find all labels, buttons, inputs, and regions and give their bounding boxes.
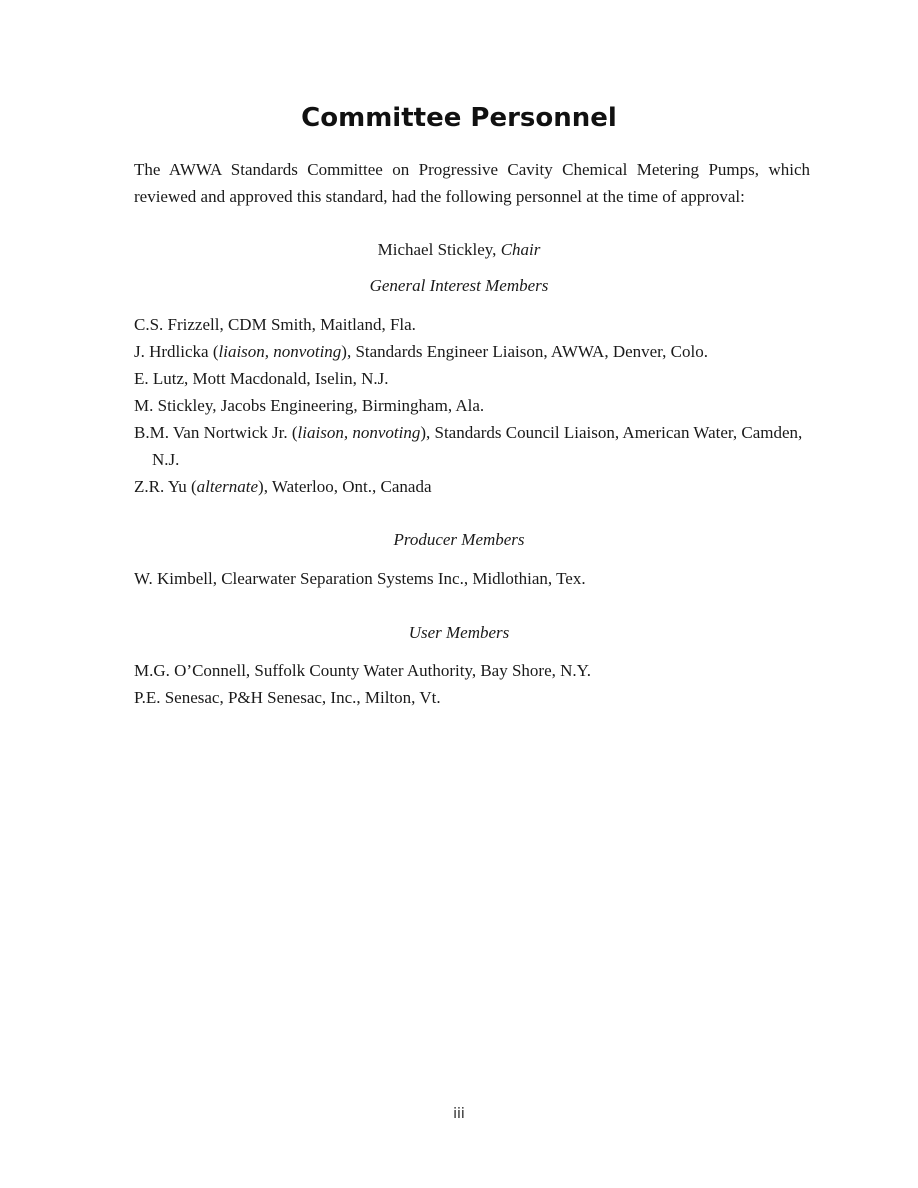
chair-role: Chair xyxy=(500,240,541,259)
member-item xyxy=(134,657,810,684)
member-text: Z.R. Yu ( xyxy=(134,477,197,496)
page-title: Committee Personnel xyxy=(301,103,617,133)
member-note: liaison, nonvoting xyxy=(297,423,421,442)
member-note: liaison, nonvoting xyxy=(218,342,342,361)
general-interest-list xyxy=(134,311,810,500)
member-item xyxy=(134,565,810,592)
member-text: M. Stickley, Jacobs Engineering, Birmingham, Ala. xyxy=(134,396,485,415)
member-item xyxy=(134,392,810,419)
member-text-after: ), Standards Engineer Liaison, AWWA, Denver, Colo. xyxy=(341,342,708,361)
chair-line xyxy=(0,238,918,262)
producer-heading: Producer Members xyxy=(393,530,525,549)
general-interest-heading: General Interest Members xyxy=(369,276,549,295)
member-text-after: ), Waterloo, Ont., Canada xyxy=(258,477,432,496)
chair-name: Michael Stickley, xyxy=(377,240,501,259)
member-text: J. Hrdlicka ( xyxy=(134,342,219,361)
member-text: W. Kimbell, Clearwater Separation Systems Inc., Midlothian, Tex. xyxy=(134,569,586,588)
member-item xyxy=(134,311,810,338)
intro-paragraph: The AWWA Standards Committee on Progressive Cavity Chemical Metering Pumps, which reviewed and approved this standard, had the following personnel at the time of approval: xyxy=(134,160,810,206)
member-note: alternate xyxy=(196,477,259,496)
member-text: B.M. Van Nortwick Jr. ( xyxy=(134,423,298,442)
user-list xyxy=(134,657,810,711)
member-item xyxy=(134,419,810,473)
member-text: M.G. O’Connell, Suffolk County Water Authority, Bay Shore, N.Y. xyxy=(134,661,591,680)
member-item xyxy=(134,473,810,500)
member-text: C.S. Frizzell, CDM Smith, Maitland, Fla. xyxy=(134,315,416,334)
member-item xyxy=(134,684,810,711)
member-item xyxy=(134,365,810,392)
producer-list xyxy=(134,565,810,592)
page-number: iii xyxy=(453,1106,465,1122)
member-text: P.E. Senesac, P&H Senesac, Inc., Milton, Vt. xyxy=(134,688,441,707)
member-text-after: ), Standards Council Liaison, American Water, Camden, N.J. xyxy=(152,423,803,469)
member-text: E. Lutz, Mott Macdonald, Iselin, N.J. xyxy=(134,369,389,388)
user-heading: User Members xyxy=(408,623,510,642)
member-item xyxy=(134,338,810,365)
